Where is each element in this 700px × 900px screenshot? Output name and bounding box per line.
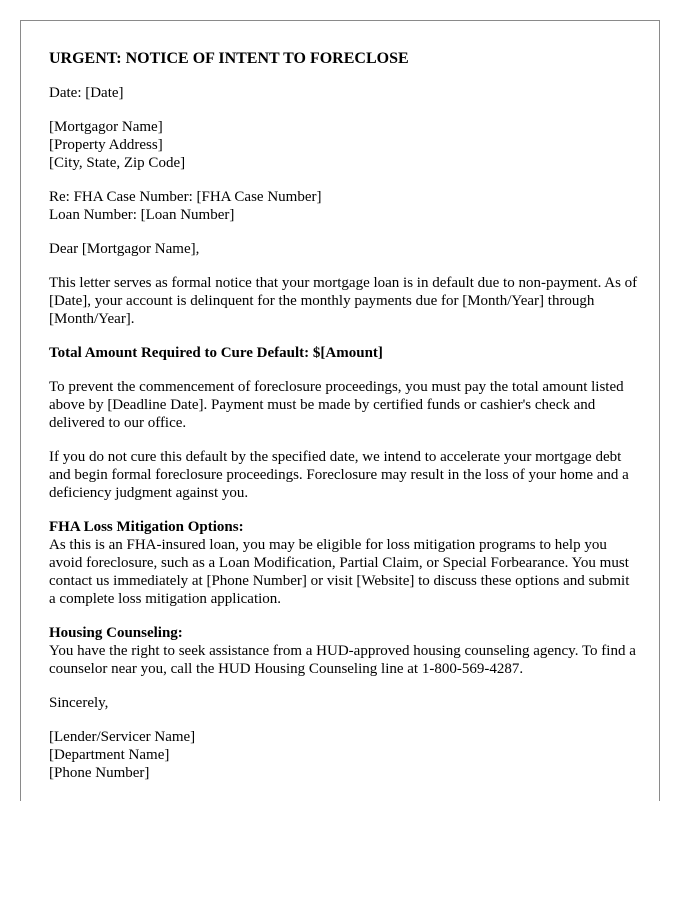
- city-state-zip: [City, State, Zip Code]: [49, 155, 186, 171]
- closing: Sincerely,: [49, 695, 109, 711]
- recipient-address-block: [49, 118, 639, 172]
- housing-counseling-body: You have the right to seek assistance from a HUD-approved housing counseling agency. To find a counselor near you, call the HUD Housing Counseling line at 1-800-569-4287.: [49, 643, 636, 677]
- loss-mitigation-section: [49, 518, 639, 608]
- letter-content: [49, 49, 639, 798]
- cure-instructions-paragraph: To prevent the commencement of foreclosure proceedings, you must pay the total amount listed above by [Deadline Date]. Payment must be made by certified funds or cashier's check and delivered to our office.: [49, 379, 624, 431]
- letter-date: Date: [Date]: [49, 85, 124, 101]
- servicer-phone: [Phone Number]: [49, 765, 150, 781]
- signature-block: [49, 728, 639, 782]
- letter-title: URGENT: NOTICE OF INTENT TO FORECLOSE: [49, 50, 409, 67]
- housing-counseling-section: [49, 624, 639, 678]
- department-name: [Department Name]: [49, 747, 170, 763]
- property-address: [Property Address]: [49, 137, 163, 153]
- fha-case-number: Re: FHA Case Number: [FHA Case Number]: [49, 189, 322, 205]
- acceleration-warning-paragraph: If you do not cure this default by the specified date, we intend to accelerate your mortgage debt and begin formal foreclosure proceedings. Foreclosure may result in the loss of your home and a deficiency judgment against you.: [49, 449, 629, 501]
- servicer-name: [Lender/Servicer Name]: [49, 729, 196, 745]
- loss-mitigation-heading: FHA Loss Mitigation Options:: [49, 519, 244, 535]
- letter-page: [20, 20, 660, 801]
- recipient-name: [Mortgagor Name]: [49, 119, 163, 135]
- default-notice-paragraph: This letter serves as formal notice that your mortgage loan is in default due to non-payment. As of [Date], your account is delinquent for the monthly payments due for [Month/Year] through [Month/Year].: [49, 275, 638, 327]
- salutation: Dear [Mortgagor Name],: [49, 241, 200, 257]
- total-amount-required: Total Amount Required to Cure Default: $[Amount]: [49, 345, 383, 361]
- loss-mitigation-body: As this is an FHA-insured loan, you may be eligible for loss mitigation programs to help you avoid foreclosure, such as a Loan Modification, Partial Claim, or Special Forbearance. You must contact us immediately at [Phone Number] or visit [Website] to discuss these options and submit a complete loss mitigation application.: [49, 537, 630, 607]
- reference-block: [49, 188, 639, 224]
- housing-counseling-heading: Housing Counseling:: [49, 625, 183, 641]
- loan-number: Loan Number: [Loan Number]: [49, 207, 235, 223]
